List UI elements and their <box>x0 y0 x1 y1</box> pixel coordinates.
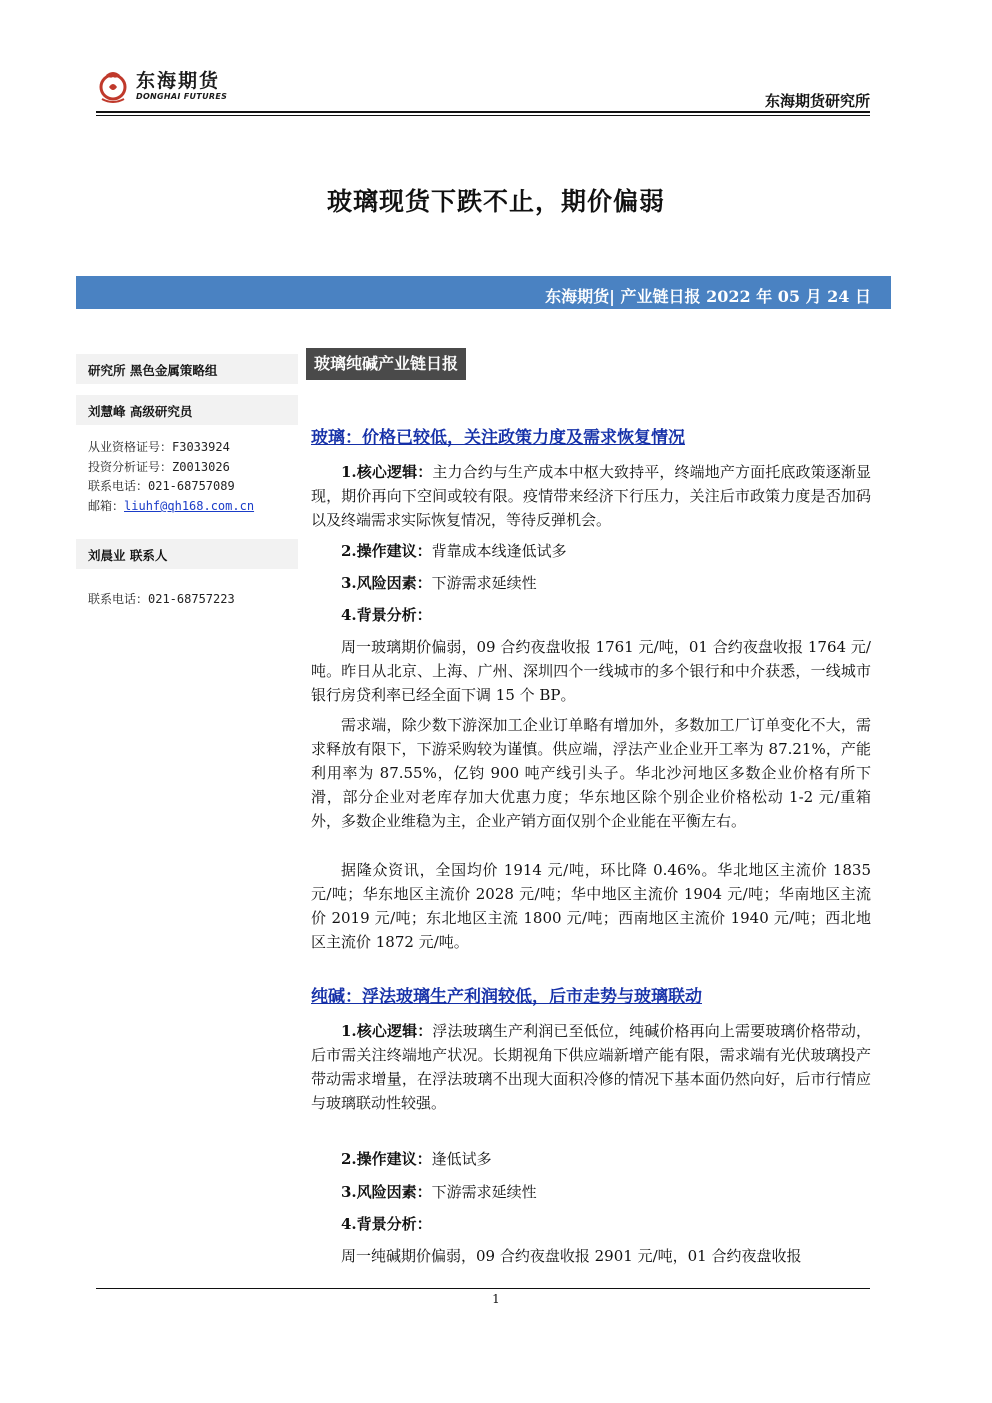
logo-chinese-text: 东海期货 <box>136 70 221 92</box>
analyst1-email-row <box>88 497 254 514</box>
glass-bg-p1: 周一玻璃期价偏弱，09 合约夜盘收报 1761 元/吨，01 合约夜盘收报 1764 元/吨。昨日从北京、上海、广州、深圳四个一线城市的多个银行和中介获悉，一线城市银行房贷利率已经全面下调 15 个 BP。 <box>311 638 871 704</box>
logo-english-text: DONGHAI FUTURES <box>136 92 228 101</box>
glass-bg <box>341 604 432 625</box>
soda-bg-label: 4.背景分析： <box>341 1215 432 1233</box>
report-title: 玻璃现货下跌不止，期价偏弱 <box>326 187 665 216</box>
analyst1-qualification: 从业资格证号：F3033924 <box>88 440 230 454</box>
soda-bg-p1: 周一纯碱期价偏弱，09 合约夜盘收报 2901 元/吨，01 合约夜盘收报 <box>341 1247 802 1265</box>
header-divider <box>96 111 870 113</box>
analyst1-email-link[interactable]: liuhf@qh168.com.cn <box>124 499 255 513</box>
glass-bg-p2: 需求端，除少数下游深加工企业订单略有增加外，多数加工厂订单变化不大，需求释放有限下，下游采购较为谨慎。供应端，浮法产业企业开工率为 87.21%，产能利用率为 87.55%，亿钧 900 吨产线引头子。华北沙河地区多数企业价格有所下滑，部分企业对老库存加大优惠力度；华东地区除个别企业价格松动 1-2 元/重箱外，多数企业维稳为主，企业产销方面仅别个企业能在平衡左右。 <box>311 716 871 830</box>
soda-risk-label: 3.风险因素： <box>341 1183 432 1201</box>
soda-bg <box>341 1213 432 1234</box>
page-number: 1 <box>492 1292 500 1306</box>
glass-logic-label: 1.核心逻辑： <box>341 463 433 481</box>
soda-heading: 纯碱：浮法玻璃生产利润较低，后市走势与玻璃联动 <box>311 987 702 1007</box>
soda-advice-text: 逢低试多 <box>431 1150 492 1168</box>
banner-text: 东海期货| 产业链日报 2022 年 05 月 24 日 <box>545 287 871 306</box>
soda-advice-label: 2.操作建议： <box>341 1150 432 1168</box>
soda-logic-paragraph <box>311 1019 871 1115</box>
glass-logic-text: 主力合约与生产成本中枢大致持平，终端地产方面托底政策逐渐显现，期价再向下空间或较有限。疫情带来经济下行压力，关注后市政策力度是否加码以及终端需求实际恢复情况，等待反弹机会。 <box>311 463 871 529</box>
report-banner <box>76 276 891 309</box>
analyst1-phone: 联系电话：021-68757089 <box>88 479 235 493</box>
soda-logic-label: 1.核心逻辑： <box>341 1022 433 1040</box>
sidebar-dept: 研究所 黑色金属策略组 <box>88 363 218 378</box>
soda-risk-text: 下游需求延续性 <box>431 1183 537 1201</box>
section-tag: 玻璃纯碱产业链日报 <box>306 348 466 380</box>
glass-logic-paragraph <box>311 460 871 532</box>
email-label: 邮箱： <box>88 499 125 513</box>
soda-logic-text: 浮法玻璃生产利润已至低位，纯碱价格再向上需要玻璃价格带动，后市需关注终端地产状况。长期视角下供应端新增产能有限，需求端有光伏玻璃投产带动需求增量，在浮法玻璃不出现大面积冷修的情况下基本面仍然向好，后市行情应与玻璃联动性较强。 <box>311 1022 871 1112</box>
glass-advice-label: 2.操作建议： <box>341 542 432 560</box>
company-logo <box>96 66 227 106</box>
header-institute-label: 东海期货研究所 <box>764 92 870 110</box>
soda-advice <box>341 1148 492 1169</box>
sidebar-analyst1: 刘慧峰 高级研究员 <box>88 404 193 419</box>
dragon-logo-icon <box>96 67 130 105</box>
analyst1-invest-cert: 投资分析证号：Z0013026 <box>88 460 230 474</box>
glass-advice <box>341 540 567 561</box>
soda-risk <box>341 1181 537 1202</box>
analyst2-phone: 联系电话：021-68757223 <box>88 592 235 606</box>
glass-advice-text: 背靠成本线逢低试多 <box>431 542 567 560</box>
glass-bg-p3: 据隆众资讯，全国均价 1914 元/吨，环比降 0.46%。华北地区主流价 1835 元/吨；华东地区主流价 2028 元/吨；华中地区主流价 1904 元/吨；华南地区主流价 2019 元/吨；东北地区主流 1800 元/吨；西南地区主流价 1940 元/吨；西北地区主流价 1872 元/吨。 <box>311 861 871 951</box>
glass-risk-text: 下游需求延续性 <box>431 574 537 592</box>
glass-risk <box>341 572 537 593</box>
footer-divider <box>96 1288 870 1289</box>
glass-risk-label: 3.风险因素： <box>341 574 432 592</box>
sidebar-analyst2: 刘晨业 联系人 <box>88 548 168 563</box>
glass-heading: 玻璃：价格已较低，关注政策力度及需求恢复情况 <box>311 428 685 448</box>
glass-bg-label: 4.背景分析： <box>341 606 432 624</box>
header-divider-thin <box>96 115 870 116</box>
